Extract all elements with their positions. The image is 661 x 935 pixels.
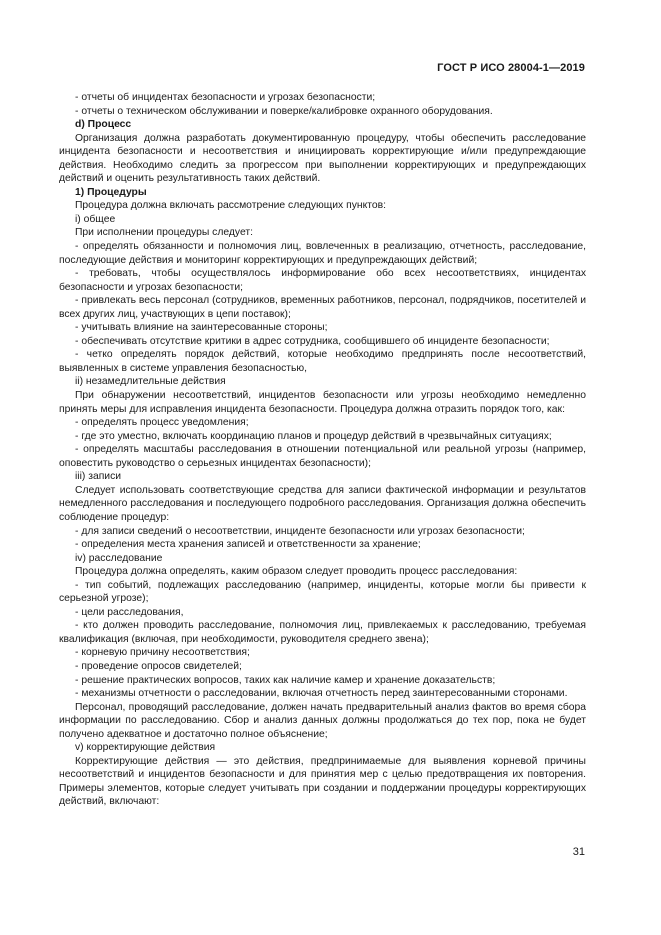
paragraph: ii) незамедлительные действия bbox=[75, 376, 226, 388]
paragraph: - для записи сведений о несоответствии, инциденте безопасности или угрозах безопасности; bbox=[75, 525, 525, 537]
paragraph: - проведение опросов свидетелей; bbox=[75, 660, 242, 672]
paragraph: Процедура должна определять, каким образом следует проводить процесс расследования: bbox=[75, 566, 518, 578]
paragraph: - цели расследования, bbox=[75, 606, 184, 618]
paragraph: iii) записи bbox=[75, 471, 122, 483]
paragraph: - отчеты о техническом обслуживании и поверке/калибровке охранного оборудования. bbox=[75, 105, 493, 117]
paragraph: - четко определять порядок действий, которые необходимо предпринять после несоответствий, выявленных в системе управления безопасностью, bbox=[59, 349, 586, 374]
paragraph: - учитывать влияние на заинтересованные стороны; bbox=[75, 322, 328, 334]
paragraph: - привлекать весь персонал (сотрудников, временных работников, персонал, подрядчиков, посетителей и всех других лиц, участвующих в цепи поставок); bbox=[59, 295, 586, 320]
paragraph: - где это уместно, включать координацию планов и процедур действий в чрезвычайных ситуациях; bbox=[75, 430, 552, 442]
paragraph: Персонал, проводящий расследование, должен начать предварительный анализ фактов во время сбора информации по расследованию. Сбор и анализ данных должны продолжаться до тех пор, пока не будет получено адекватное и достаточно полное объяснение; bbox=[59, 701, 586, 740]
paragraph: При обнаружении несоответствий, инцидентов безопасности или угрозы необходимо немедленно принять меры для исправления инцидента безопасности. Процедура должна отразить порядок того, как: bbox=[59, 390, 586, 415]
paragraph: - механизмы отчетности о расследовании, включая отчетность перед заинтересованными сторонами. bbox=[75, 688, 568, 700]
paragraph: iv) расследование bbox=[75, 552, 163, 564]
paragraph: При исполнении процедуры следует: bbox=[75, 227, 253, 239]
paragraph: - корневую причину несоответствия; bbox=[75, 647, 250, 659]
paragraph: Корректирующие действия — это действия, предпринимаемые для выявления корневой причины несоответствий и инцидентов безопасности и для принятия мер с целью предотвращения их повторения. Примеры элементов, которые следует учитывать при создании и поддержании процедуры корректирующих действий, включают: bbox=[59, 755, 586, 808]
section-heading: d) Процесс bbox=[75, 119, 132, 131]
document-header: ГОСТ Р ИСО 28004-1—2019 bbox=[437, 62, 585, 74]
paragraph: v) корректирующие действия bbox=[75, 742, 216, 754]
paragraph: Организация должна разработать документированную процедуру, чтобы обеспечить расследование инцидента безопасности и несоответствия и инициировать корректирующие и/или предупреждающие действия. Необходимо следить за прогрессом при выполнении корректирующих и предупреждающих действий и оценить результативность таких действий. bbox=[59, 132, 586, 185]
document-body bbox=[59, 91, 586, 809]
paragraph: - обеспечивать отсутствие критики в адрес сотрудника, сообщившего об инциденте безопасности; bbox=[75, 335, 550, 347]
paragraph: - решение практических вопросов, таких как наличие камер и хранение доказательств; bbox=[75, 674, 496, 686]
paragraph: - определять масштабы расследования в отношении потенциальной или реальной угрозы (например, оповестить руководство о серьезных инцидентах безопасности); bbox=[59, 444, 586, 469]
paragraph: - тип событий, подлежащих расследованию (например, инциденты, которые могли бы привести к серьезной угрозе); bbox=[59, 579, 586, 605]
paragraph: - определять обязанности и полномочия лиц, вовлеченных в реализацию, отчетность, расследование, последующие действия и мониторинг корректирующих и предупреждающих действий; bbox=[59, 241, 586, 266]
paragraph: i) общее bbox=[75, 213, 116, 225]
paragraph: - кто должен проводить расследование, полномочия лиц, привлекаемых к расследованию, требуемая квалификация (включая, при необходимости, руководителя среднего звена); bbox=[59, 620, 586, 645]
paragraph: - определять процесс уведомления; bbox=[75, 417, 249, 429]
paragraph: Следует использовать соответствующие средства для записи фактической информации и результатов немедленного расследования и последующего подробного расследования. Организация должна обеспечить соблюдение процедур: bbox=[59, 484, 586, 523]
paragraph: Процедура должна включать рассмотрение следующих пунктов: bbox=[75, 200, 386, 212]
paragraph: - определения места хранения записей и ответственности за хранение; bbox=[75, 539, 421, 551]
page-number: 31 bbox=[572, 846, 585, 858]
section-heading: 1) Процедуры bbox=[75, 186, 147, 198]
paragraph: - требовать, чтобы осуществлялось информирование обо всех несоответствиях, инцидентах безопасности и угрозах безопасности; bbox=[59, 268, 586, 293]
paragraph: - отчеты об инцидентах безопасности и угрозах безопасности; bbox=[75, 92, 376, 103]
